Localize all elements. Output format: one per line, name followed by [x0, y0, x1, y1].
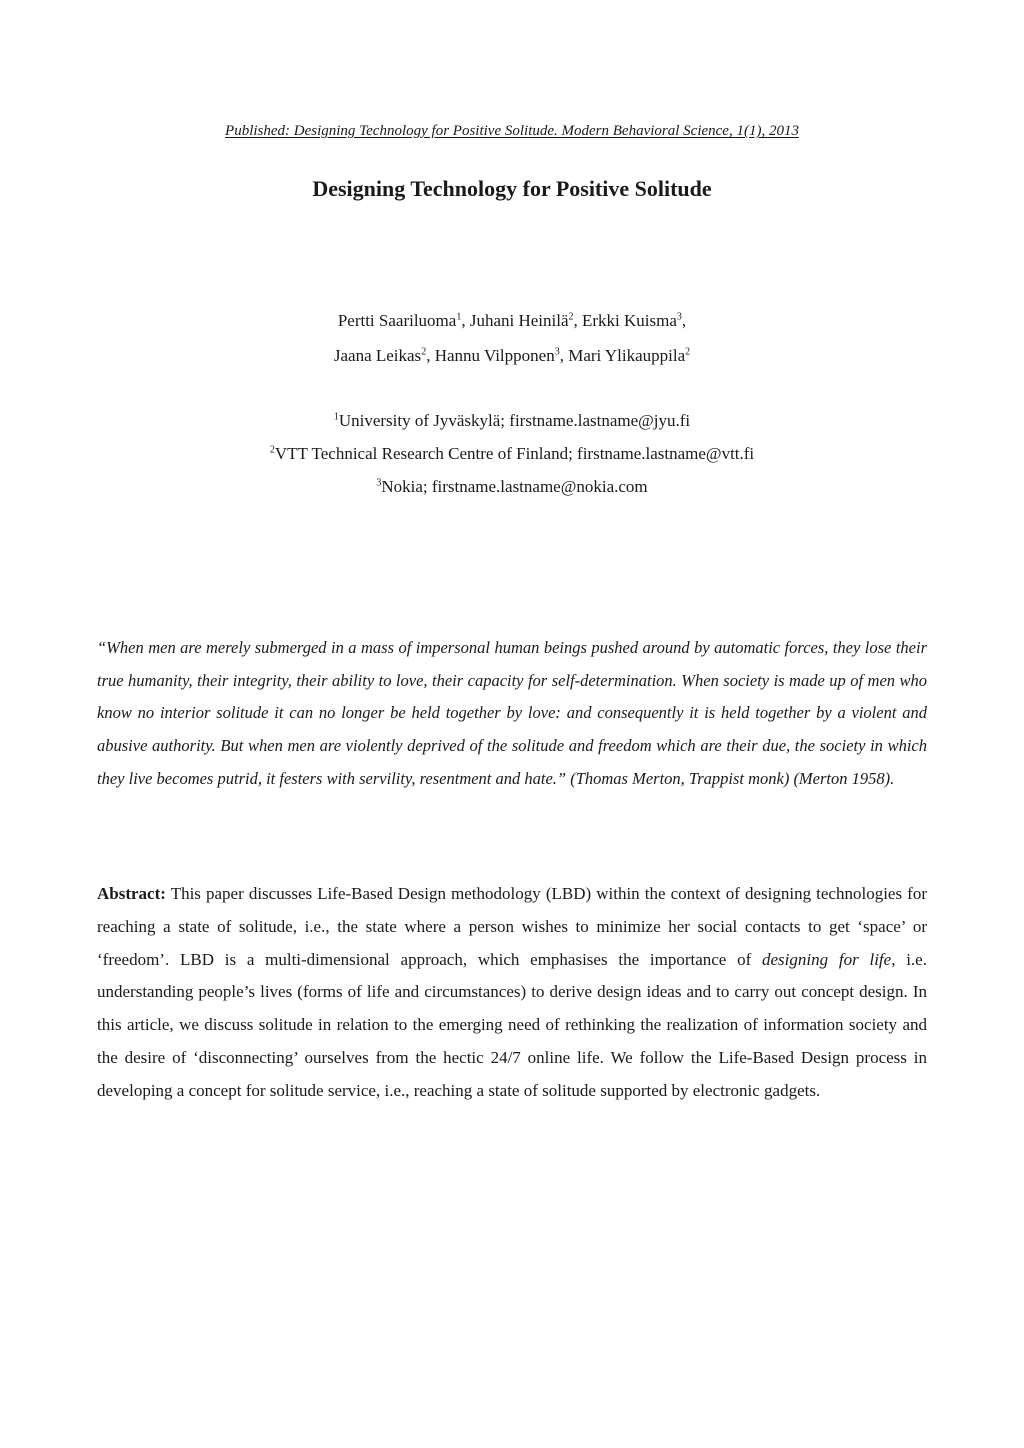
author-affiliation-mark: 2 — [421, 346, 427, 358]
affiliation-text: Nokia; firstname.lastname@nokia.com — [381, 477, 648, 496]
author-affiliation-mark: 3 — [554, 346, 560, 358]
author-line-2 — [0, 338, 1024, 373]
author-separator: , — [681, 311, 687, 330]
author-separator: , — [559, 346, 569, 365]
abstract-paragraph — [97, 878, 927, 1108]
affiliation-item — [0, 404, 1024, 437]
affiliation-mark: 1 — [333, 411, 339, 423]
abstract-label: Abstract: — [97, 884, 166, 903]
author-separator: , — [426, 346, 435, 365]
epigraph-quote: “When men are merely submerged in a mass of impersonal human beings pushed around by automatic forces, they lose their true humanity, their integrity, their ability to love, their capacity for self-determination. When society is made up of men who know no interior solitude it can no longer be held together by love: and consequently it is held together by a violent and abusive authority. But when men are violently deprived of the solitude and freedom which are their due, the society in which they live becomes putrid, it festers with servility, resentment and hate.” (Thomas Merton, Trappist monk) (Merton 1958). — [97, 638, 927, 788]
author-affiliation-mark: 3 — [676, 311, 682, 323]
affiliation-text: University of Jyväskylä; firstname.lastname@jyu.fi — [338, 411, 691, 430]
author-name: Juhani Heinilä — [469, 311, 569, 330]
abstract-text: , i.e. understanding people’s lives (forms of life and circumstances) to derive design ideas and to carry out concept design. In this article, we discuss solitude in relation to the emerging need of rethinking the realization of information society and the desire of ‘disconnecting’ ourselves from the hectic 24/7 online life. We follow the Life-Based Design process in developing a concept for solitude service, i.e., reaching a state of solitude supported by electronic gadgets. — [97, 949, 927, 1100]
author-name: Pertti Saariluoma — [337, 311, 457, 330]
affiliation-item — [0, 470, 1024, 503]
affiliation-item — [0, 437, 1024, 470]
abstract-emphasis: designing for life — [762, 949, 892, 969]
affiliation-text: VTT Technical Research Centre of Finland; firstname.lastname@vtt.fi — [274, 444, 755, 463]
author-affiliation-mark: 1 — [456, 311, 462, 323]
author-line-1 — [0, 303, 1024, 338]
author-name: Hannu Vilpponen — [434, 346, 555, 365]
affiliation-mark: 3 — [376, 477, 382, 489]
author-name: Mari Ylikauppila — [568, 346, 686, 365]
author-name: Jaana Leikas — [333, 346, 422, 365]
publication-note: Published: Designing Technology for Positive Solitude. Modern Behavioral Science, 1(1), 2013 — [225, 123, 799, 139]
author-affiliation-mark: 2 — [568, 311, 574, 323]
author-separator: , — [573, 311, 583, 330]
author-affiliation-mark: 2 — [685, 346, 691, 358]
author-separator: , — [461, 311, 470, 330]
author-list — [0, 303, 1024, 373]
abstract-text: This paper discusses Life-Based Design methodology (LBD) within the context of designing technologies for reaching a state of solitude, i.e., the state where a person wishes to minimize her social contacts to get ‘space’ or ‘freedom’. LBD is a multi-dimensional approach, which emphasises the importance of — [97, 884, 927, 969]
affiliation-mark: 2 — [269, 444, 275, 456]
author-name: Erkki Kuisma — [582, 311, 677, 330]
paper-title: Designing Technology for Positive Solitude — [312, 176, 712, 201]
affiliation-list — [0, 404, 1024, 503]
